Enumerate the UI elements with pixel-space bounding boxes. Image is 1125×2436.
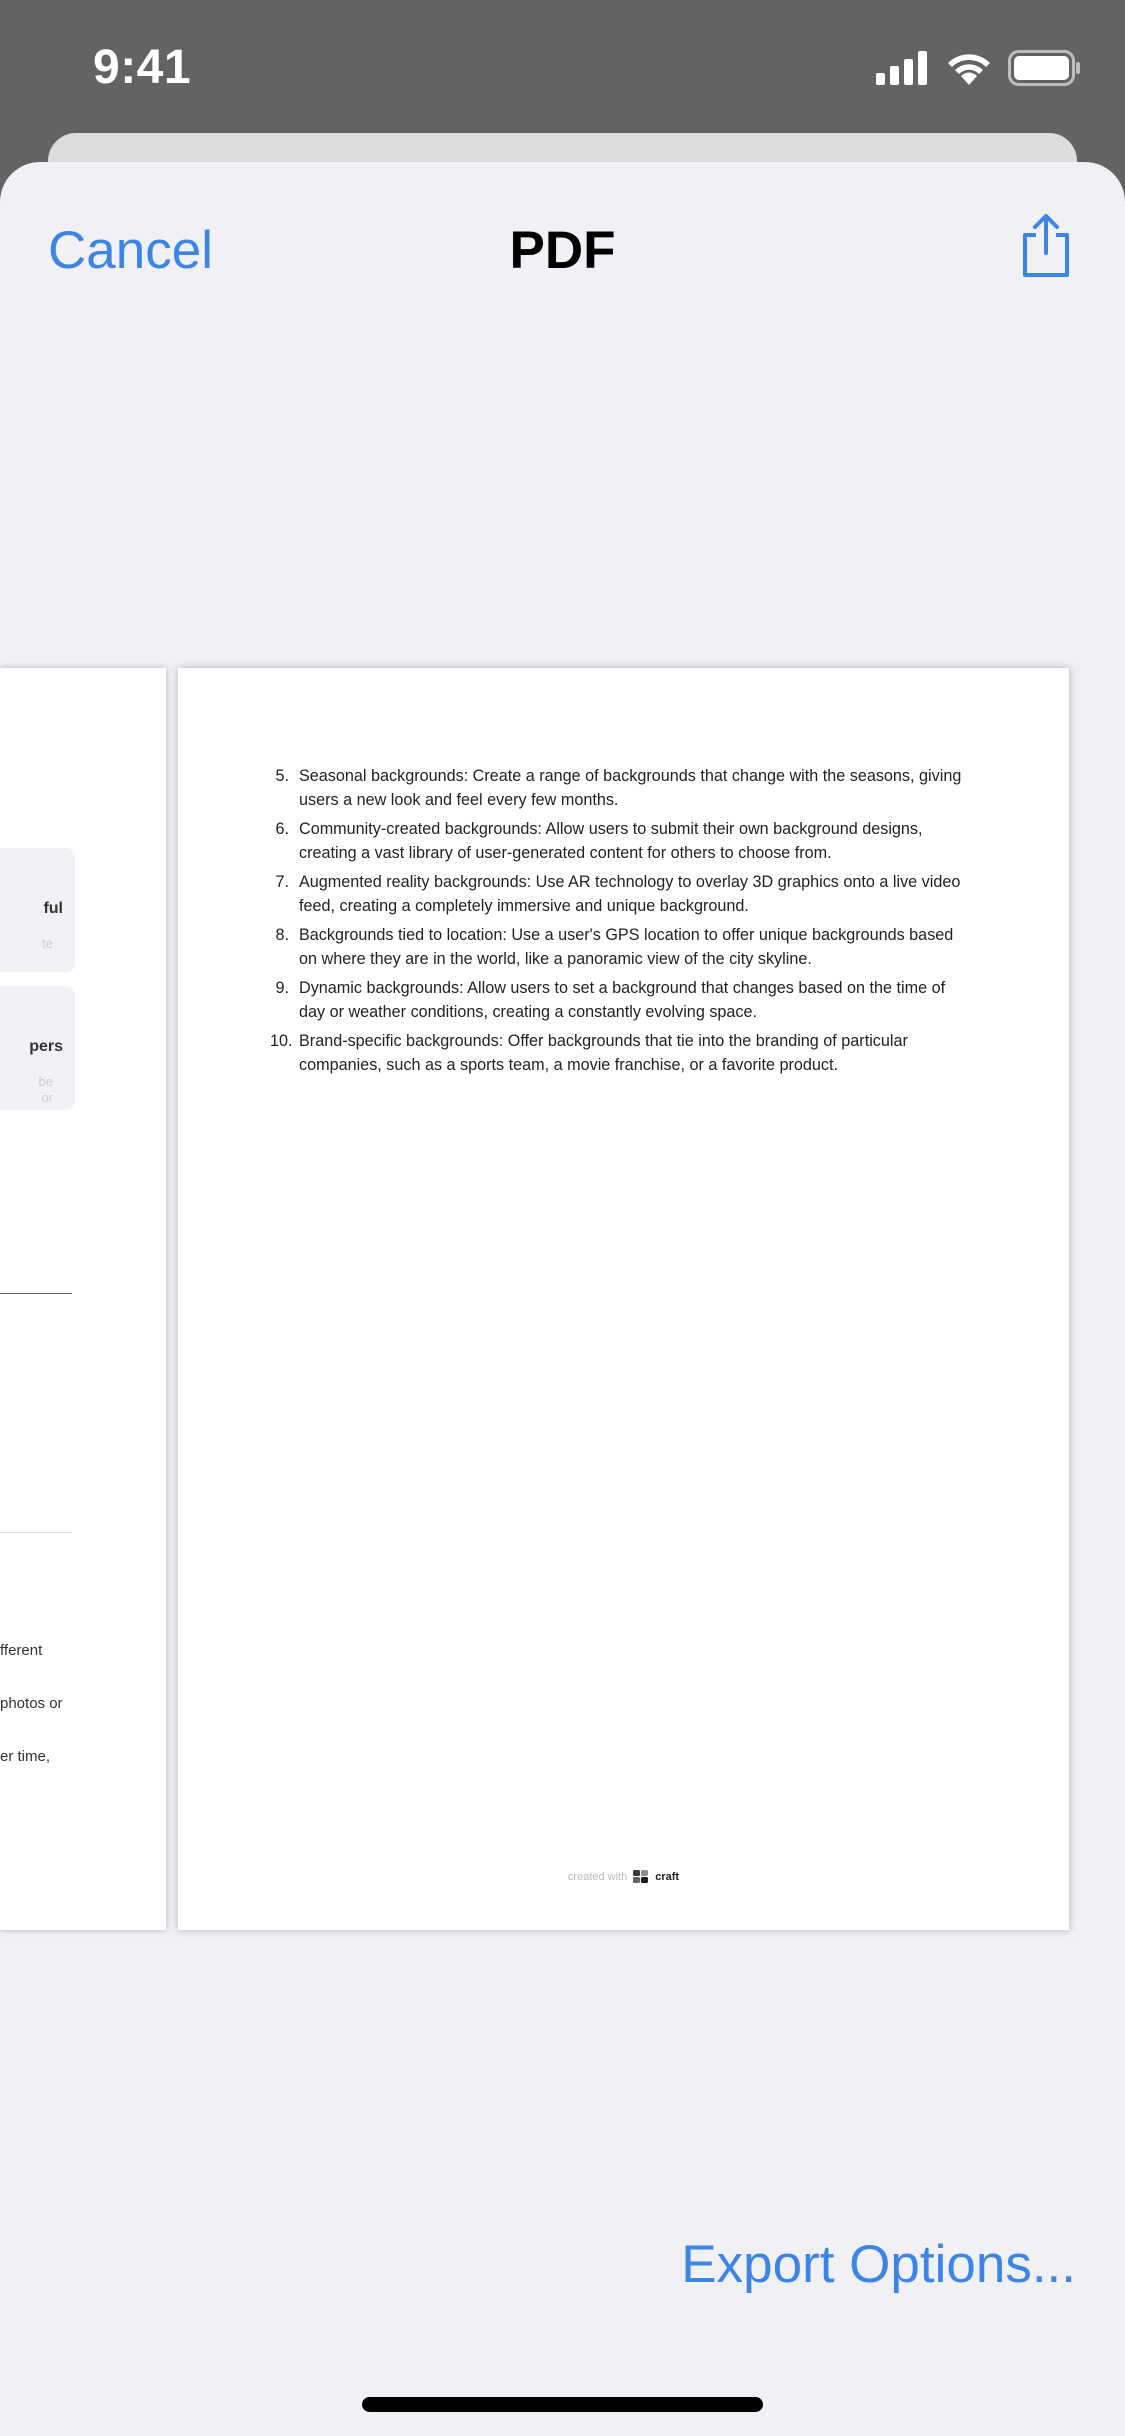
craft-logo-icon <box>633 1870 649 1884</box>
text-fragment: fferent <box>0 1642 43 1659</box>
card-subtitle <box>39 1074 53 1106</box>
list-item-number: 8. <box>275 926 289 944</box>
list-item-number: 5. <box>275 767 289 785</box>
list-item <box>270 818 970 865</box>
cancel-button[interactable]: Cancel <box>48 221 213 280</box>
divider <box>0 1532 72 1533</box>
page-title: PDF <box>509 221 616 280</box>
numbered-list <box>270 765 970 1083</box>
watermark-brand: craft <box>655 1871 680 1883</box>
status-time: 9:41 <box>93 41 192 94</box>
list-item-number: 10. <box>270 1032 293 1050</box>
pdf-page-preview[interactable] <box>178 668 1069 1930</box>
card-title: ful <box>43 900 63 917</box>
list-item-text: Brand-specific backgrounds: Offer backgrounds that tie into the branding of particular companies, such as a sports team, a movie franchise, or a favorite product. <box>299 1032 908 1074</box>
list-item-number: 9. <box>275 979 289 997</box>
text-fragment: er time, <box>0 1748 51 1765</box>
card-subtitle-line: be <box>38 1074 53 1089</box>
list-item <box>270 924 970 971</box>
list-item-number: 6. <box>275 820 289 838</box>
cellular-signal-icon <box>876 51 930 85</box>
battery-icon <box>1008 50 1082 86</box>
home-indicator[interactable] <box>362 2397 763 2412</box>
content-card <box>0 986 75 1110</box>
card-title: pers <box>29 1038 63 1055</box>
export-options-button[interactable]: Export Options... <box>681 2235 1076 2294</box>
list-item <box>270 871 970 918</box>
watermark-prefix: created with <box>567 1871 628 1883</box>
card-subtitle-line: or <box>41 1090 53 1105</box>
content-card <box>0 848 75 972</box>
divider <box>0 1293 72 1294</box>
list-item-text: Community-created backgrounds: Allow users to submit their own background designs, creating a vast library of user-generated content for others to choose from. <box>299 820 923 862</box>
list-item <box>270 765 970 812</box>
list-item-text: Augmented reality backgrounds: Use AR technology to overlay 3D graphics onto a live video feed, creating a completely immersive and unique background. <box>299 873 961 915</box>
pdf-preview-sheet <box>0 162 1125 2436</box>
list-item <box>270 1030 970 1077</box>
share-button[interactable] <box>1016 212 1076 282</box>
card-subtitle: te <box>42 936 53 951</box>
status-bar <box>0 0 1125 135</box>
wifi-icon <box>946 51 992 85</box>
list-item-number: 7. <box>275 873 289 891</box>
status-icons <box>876 48 1082 88</box>
list-item-text: Seasonal backgrounds: Create a range of backgrounds that change with the seasons, giving users a new look and feel every few months. <box>299 767 962 809</box>
text-fragment: photos or <box>0 1695 63 1712</box>
created-with-watermark <box>178 1870 1069 1884</box>
list-item <box>270 977 970 1024</box>
share-icon <box>1019 213 1073 279</box>
previous-page-thumbnail[interactable] <box>0 668 166 1930</box>
list-item-text: Backgrounds tied to location: Use a user's GPS location to offer unique backgrounds based on where they are in the world, like a panoramic view of the city skyline. <box>299 926 954 968</box>
list-item-text: Dynamic backgrounds: Allow users to set a background that changes based on the time of day or weather conditions, creating a constantly evolving space. <box>299 979 946 1021</box>
